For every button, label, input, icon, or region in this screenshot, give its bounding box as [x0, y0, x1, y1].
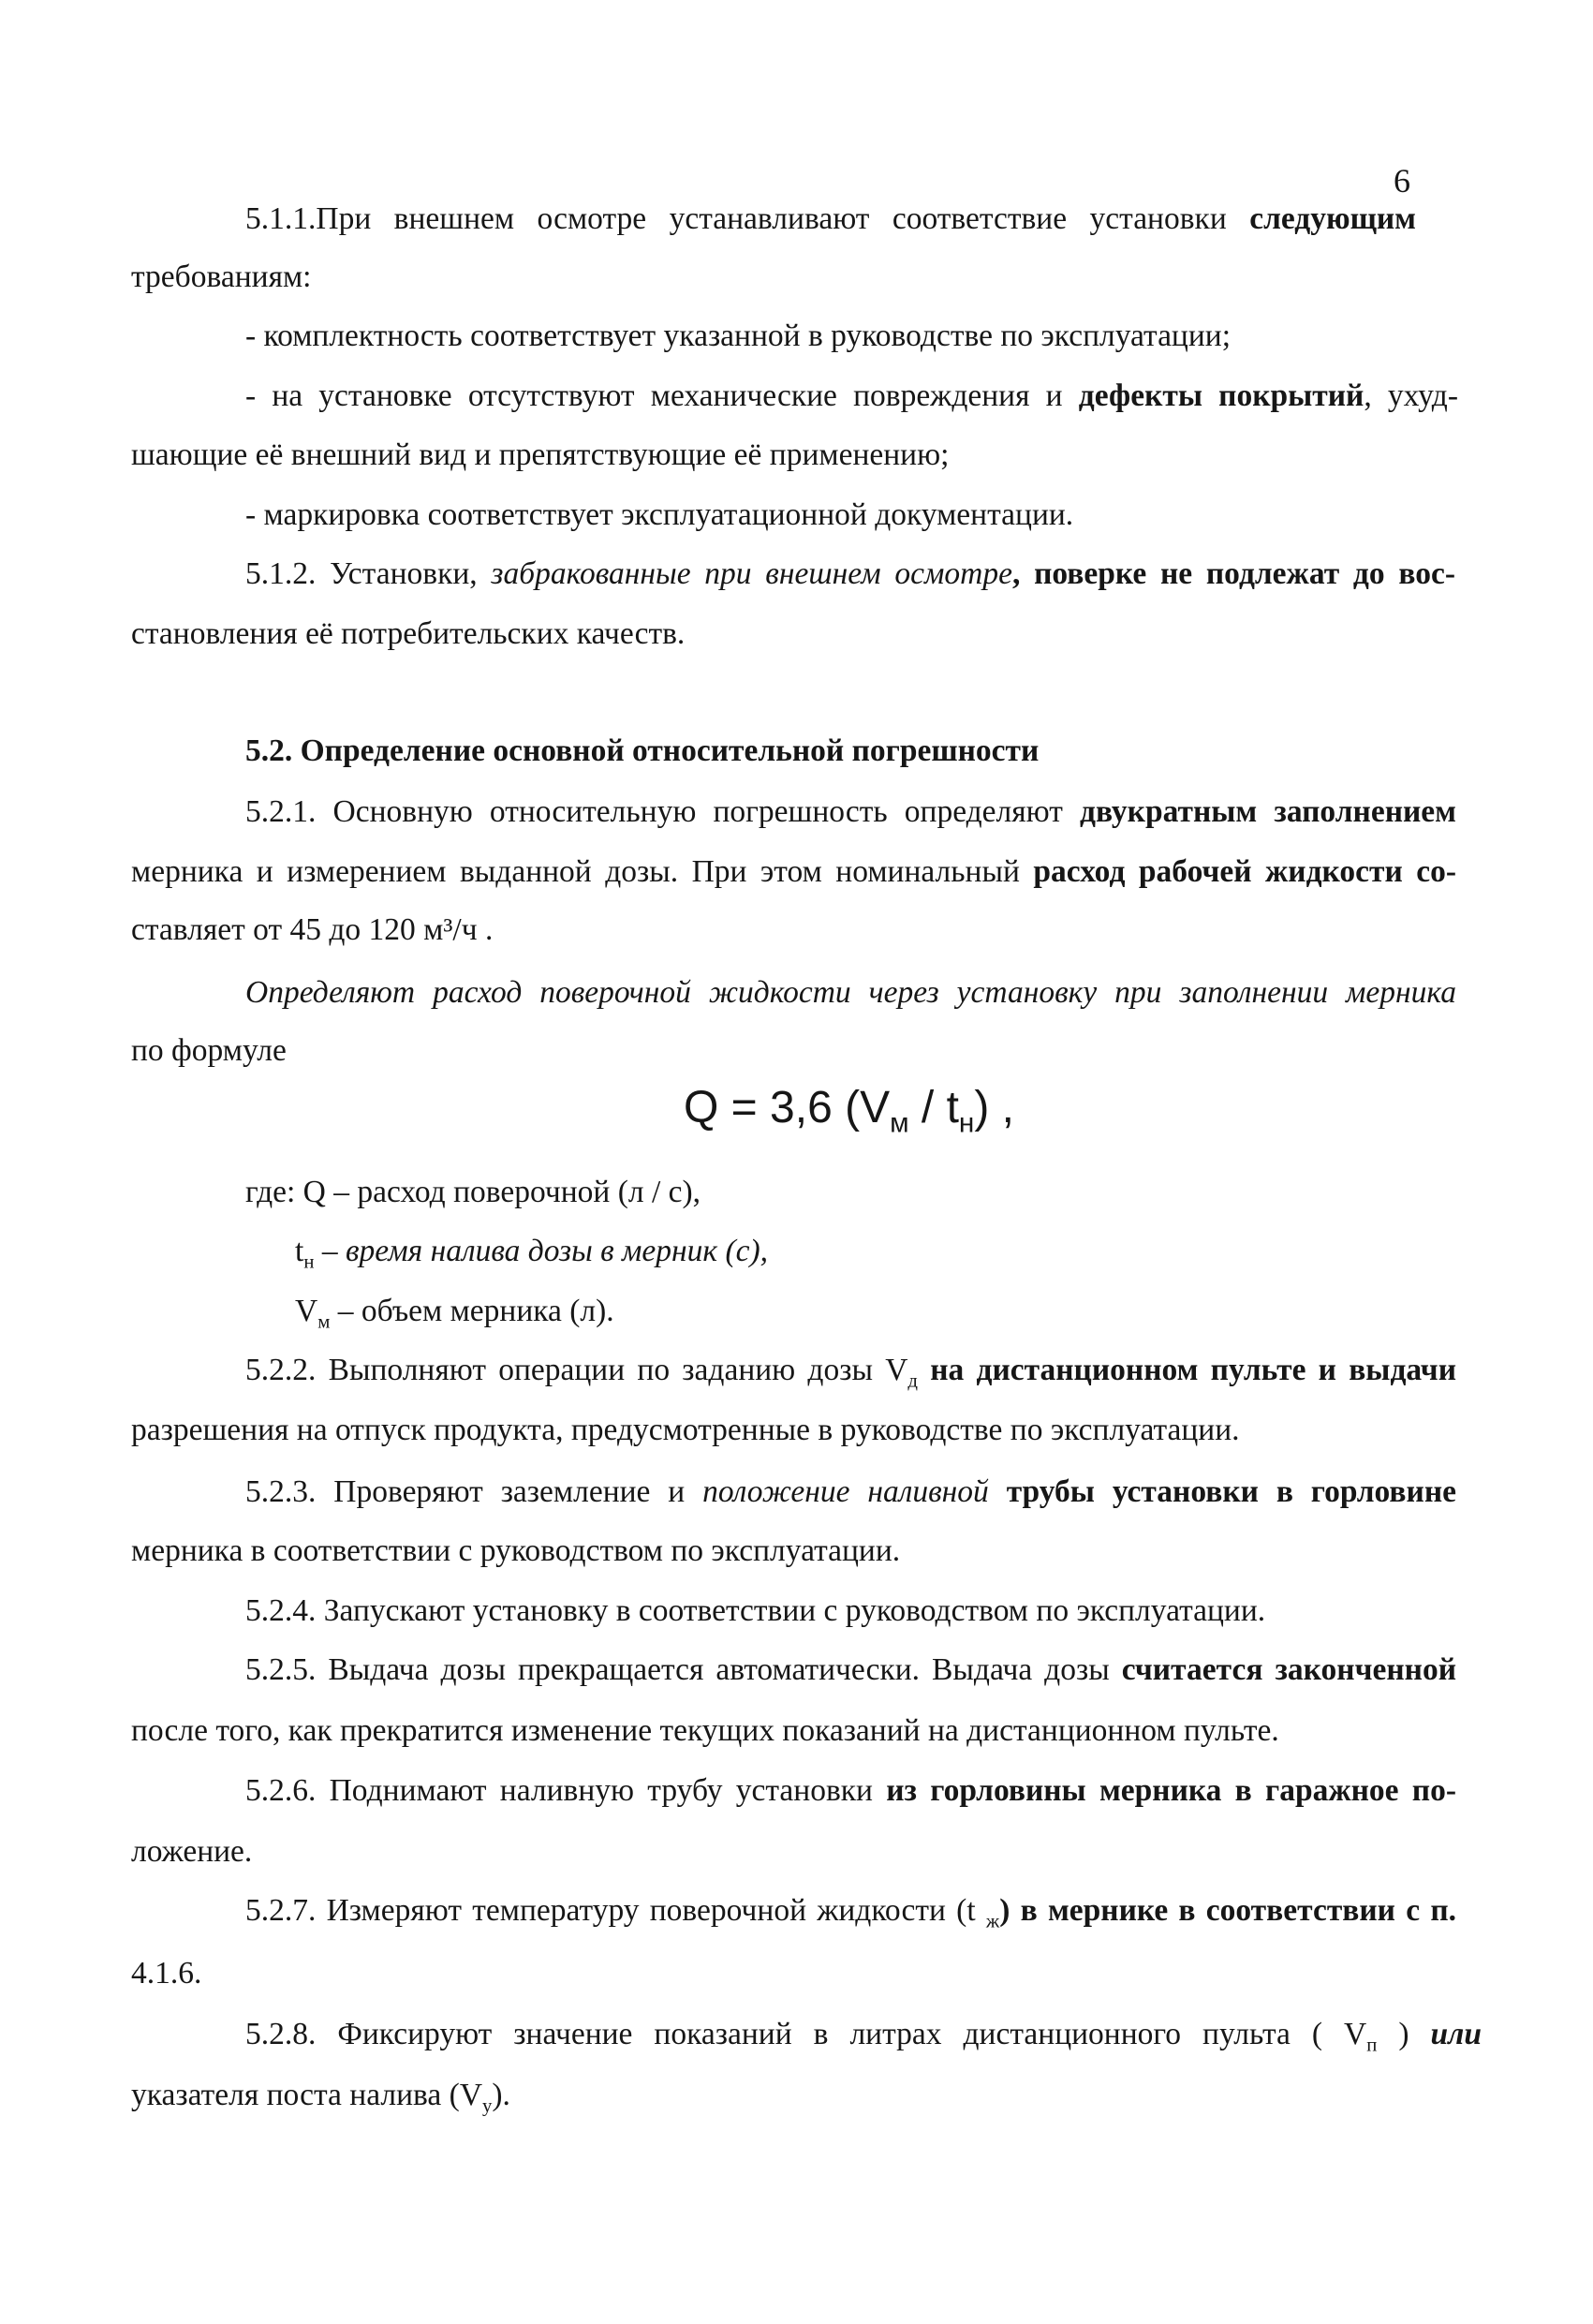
- formula-subscript-n: н: [958, 1107, 975, 1139]
- where-t: [295, 1233, 768, 1281]
- para-5-1-2-bold: , поверке не подлежат до вос-: [1011, 556, 1455, 591]
- formula-end: ) ,: [974, 1083, 1014, 1132]
- where-v-symbol: V: [295, 1294, 318, 1328]
- page-number: 6: [1394, 162, 1410, 200]
- where-v-subscript: м: [317, 1310, 331, 1333]
- para-5-2-8-subscript: п: [1366, 2034, 1378, 2056]
- para-5-2-1-line-2-bold: расход рабочей жидкости со-: [1033, 854, 1457, 889]
- para-5-2-8-line-2-subscript: у: [482, 2095, 493, 2117]
- para-5-2-6-line-1: [245, 1772, 1456, 1810]
- para-5-2-3-bold: трубы установки в горловине: [988, 1474, 1456, 1509]
- where-t-symbol: t: [295, 1234, 304, 1268]
- para-5-2-8-line-2: [131, 2077, 510, 2125]
- para-5-2-5-bold: считается законченной: [1121, 1652, 1456, 1687]
- where-t-text: – время налива дозы в мерник (с),: [314, 1234, 769, 1268]
- para-5-2-1-line-2-text: мерника и измерением выданной дозы. При этом номинальный: [131, 854, 1034, 889]
- para-5-2-5-text: 5.2.5. Выдача дозы прекращается автоматически. Выдача дозы: [245, 1652, 1122, 1687]
- para-5-2-6-bold: из горловины мерника в гаражное по-: [886, 1773, 1456, 1808]
- list-item-completeness: - комплектность соответствует указанной в руководстве по эксплуатации;: [245, 318, 1232, 353]
- para-5-2-2-bold: на дистанционном пульте и выдачи: [917, 1353, 1456, 1387]
- list-item-marking: - маркировка соответствует эксплуатационной документации.: [245, 497, 1074, 532]
- flow-rate-formula: [684, 1082, 1014, 1140]
- para-5-1-2-italic: забракованные при внешнем осмотре: [491, 556, 1012, 591]
- list-item-damage-line-1: [245, 377, 1458, 415]
- list-item-damage-line-2: шающие её внешний вид и препятствующие её применению;: [131, 437, 950, 472]
- para-5-2-1-line-3: ставляет от 45 до 120 м³/ч .: [131, 912, 494, 947]
- para-5-2-6-line-2: ложение.: [131, 1834, 253, 1869]
- formula-subscript-m: м: [890, 1107, 909, 1139]
- para-5-2-8-or: или: [1430, 2017, 1482, 2051]
- para-5-2-7-subscript: ж: [985, 1910, 1000, 1932]
- para-5-2-7-bold: ) в мернике в соответствии с п.: [999, 1893, 1456, 1928]
- para-5-1-1-line-2: требованиям:: [131, 259, 312, 294]
- para-5-1-1-bold: следующим: [1249, 201, 1416, 236]
- para-5-2-8-line-1: [245, 2016, 1482, 2065]
- para-5-1-2-line-1: [245, 555, 1455, 593]
- para-5-2-8-paren: ): [1377, 2017, 1431, 2051]
- para-5-2-3-line-2: мерника в соответствии с руководством по эксплуатации.: [131, 1533, 901, 1568]
- para-5-2-7-line-2: 4.1.6.: [131, 1956, 202, 1991]
- para-5-2-2-subscript: д: [907, 1369, 918, 1392]
- para-5-2-3-line-1: [245, 1473, 1456, 1511]
- formula-lhs: Q = 3,6 (V: [684, 1083, 891, 1132]
- para-5-2-4: 5.2.4. Запускают установку в соответствии с руководством по эксплуатации.: [245, 1593, 1266, 1628]
- para-5-2-3-italic: положение наливной: [702, 1474, 989, 1509]
- where-t-subscript: н: [303, 1251, 315, 1273]
- list-item-damage-bold: дефекты покрытий: [1078, 378, 1364, 413]
- list-item-damage-text: - на установке отсутствуют механические повреждения и: [245, 378, 1079, 413]
- para-5-1-1-number: 5.1.1.: [245, 201, 317, 236]
- para-5-2-3-text: 5.2.3. Проверяют заземление и: [245, 1474, 703, 1509]
- flow-rate-line-1: Определяют расход поверочной жидкости через установку при заполнении мерника: [245, 975, 1456, 1010]
- flow-rate-line-2: по формуле: [131, 1033, 287, 1068]
- para-5-2-8-line-2-text: указателя поста налива (V: [131, 2078, 483, 2112]
- where-v-text: – объем мерника (л).: [330, 1294, 614, 1328]
- para-5-2-7-text: 5.2.7. Измеряют температуру поверочной жидкости (t: [245, 1893, 986, 1928]
- para-5-1-1-line-1: [245, 200, 1416, 238]
- para-5-2-2-line-2: разрешения на отпуск продукта, предусмотренные в руководстве по эксплуатации.: [131, 1413, 1240, 1447]
- para-5-2-1-text: 5.2.1. Основную относительную погрешность определяют: [245, 794, 1081, 829]
- para-5-2-2-text: 5.2.2. Выполняют операции по заданию дозы V: [245, 1353, 908, 1387]
- section-5-2-heading: 5.2. Определение основной относительной погрешности: [245, 733, 1040, 768]
- list-item-damage-tail: , ухуд-: [1364, 378, 1458, 413]
- para-5-2-8-text: 5.2.8. Фиксируют значение показаний в литрах дистанционного пульта ( V: [245, 2017, 1367, 2051]
- para-5-2-6-text: 5.2.6. Поднимают наливную трубу установки: [245, 1773, 887, 1808]
- para-5-1-2-text: 5.1.2. Установки,: [245, 556, 492, 591]
- formula-mid: / t: [908, 1083, 959, 1132]
- para-5-2-2-line-1: [245, 1352, 1456, 1400]
- para-5-2-1-line-2: [131, 853, 1456, 891]
- para-5-2-7-line-1: [245, 1892, 1456, 1941]
- where-q: где: Q – расход поверочной (л / с),: [245, 1175, 701, 1209]
- para-5-1-2-line-2: становления её потребительских качеств.: [131, 616, 686, 651]
- para-5-2-5-line-1: [245, 1651, 1456, 1689]
- para-5-2-1-bold: двукратным заполнением: [1080, 794, 1456, 829]
- where-v: [295, 1293, 614, 1341]
- para-5-1-1-text: При внешнем осмотре устанавливают соответствие установки: [316, 201, 1250, 236]
- para-5-2-1-line-1: [245, 793, 1456, 831]
- para-5-2-8-line-2-end: ).: [492, 2078, 510, 2112]
- para-5-2-5-line-2: после того, как прекратится изменение текущих показаний на дистанционном пульте.: [131, 1713, 1279, 1748]
